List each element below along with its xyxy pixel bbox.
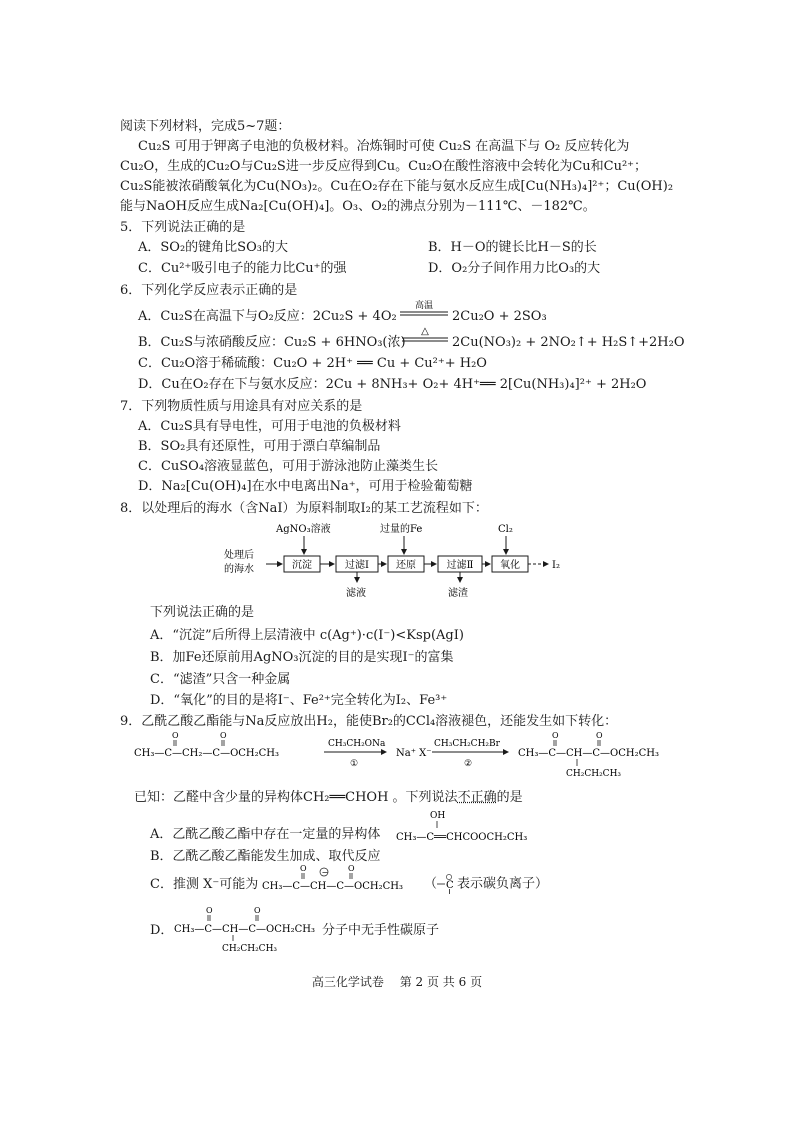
- d-formula: CH₃—C—CH—C—OCH₂CH₃: [174, 924, 316, 935]
- q9-a-oh: OH: [430, 811, 446, 821]
- c-o2: O: [348, 864, 355, 873]
- product-formula: CH₃—C—CH—C—OCH₂CH₃: [518, 748, 660, 759]
- intro-line-4: 能与NaOH反应生成Na₂[Cu(OH)₄]。O₃、O₂的沸点分别为－111℃、－182℃。: [120, 199, 596, 214]
- c-o1: O: [300, 864, 307, 873]
- q6-option-a-left: A．Cu₂S在高温下与O₂反应：2Cu₂S + 4O₂: [138, 309, 397, 324]
- q9-a-formula: CH₃—C══CHCOOCH₂CH₃: [396, 832, 528, 843]
- q6-b-condition: △: [421, 326, 429, 337]
- flow-step1: 沉淀: [292, 560, 312, 571]
- flow-out2: 滤渣: [448, 588, 468, 599]
- q7-option-a: A．Cu₂S具有导电性，可用于电池的负极材料: [138, 419, 401, 434]
- flow-step3: 还原: [396, 560, 416, 571]
- c-note-pre: （: [424, 876, 438, 892]
- product-o1: O: [552, 731, 559, 740]
- reagent2: CH₃CH₂CH₂Br: [434, 739, 500, 749]
- carbanion-symbol-icon: [437, 874, 457, 894]
- intro-line-2: Cu₂O，生成的Cu₂O与Cu₂S进一步反应得到Cu。Cu₂O在酸性溶液中会转化为Cu和Cu²⁺；: [120, 159, 648, 174]
- q9-option-d-text: 分子中无手性碳原子: [322, 923, 440, 938]
- q6-option-d: D．Cu在O₂存在下与氨水反应：2Cu + 8NH₃+ O₂+ 4H⁺══ 2[Cu(NH₃)₄]²⁺ + 2H₂O: [138, 377, 647, 392]
- q8-option-a: A．“沉淀”后所得上层清液中 c(Ag⁺)·c(I⁻)<Ksp(AgI): [150, 628, 464, 643]
- flow-reagent2: 过量的Fe: [380, 524, 423, 535]
- q6-a-condition-arrow: [398, 298, 450, 326]
- q6-option-b-right: 2Cu(NO₃)₂ + 2NO₂↑+ H₂S↑+2H₂O: [452, 335, 685, 350]
- step1-marker: ①: [350, 759, 359, 769]
- q7-option-d: D．Na₂[Cu(OH)₄]在水中电离出Na⁺，可用于检验葡萄糖: [138, 479, 473, 494]
- q9-known: [134, 789, 523, 807]
- q6-option-c: C．Cu₂O溶于稀硫酸：Cu₂O + 2H⁺ ══ Cu + Cu²⁺+ H₂O: [138, 356, 487, 371]
- q6-option-a-right: 2Cu₂O + 2SO₃: [452, 309, 547, 324]
- q8-flow-diagram: [220, 520, 580, 600]
- q9-option-c-note: [424, 874, 548, 894]
- q5-option-a: A．SO₂的键角比SO₃的大: [138, 240, 288, 255]
- q6-stem: 6．下列化学反应表示正确的是: [120, 283, 298, 298]
- q9-known-pre: 已知：乙醛中含少量的异构体CH₂══CHOH 。下列说法: [134, 790, 458, 805]
- q9-option-a-text: A．乙酰乙酸乙酯中存在一定量的异构体: [150, 827, 381, 842]
- q7-option-b: B．SO₂具有还原性，可用于漂白草编制品: [138, 439, 381, 454]
- q8-option-d: D．“氧化”的目的是将I⁻、Fe²⁺完全转化为I₂、Fe³⁺: [150, 693, 448, 708]
- page-footer: 高三化学试卷 第 2 页 共 6 页: [311, 975, 483, 989]
- q9-known-neg: 不正确: [457, 790, 497, 805]
- q9-option-a-structure: [396, 806, 546, 846]
- q8-prompt: 下列说法正确的是: [150, 605, 255, 620]
- reactant-o2: O: [220, 731, 227, 740]
- q9-option-b: B．乙酰乙酸乙酯能发生加成、取代反应: [150, 849, 381, 864]
- q7-option-c: C．CuSO₄溶液显蓝色，可用于游泳池防止藻类生长: [138, 459, 439, 474]
- d-o2: O: [254, 906, 261, 915]
- q8-stem: 8．以处理后的海水（含NaI）为原料制取I₂的某工艺流程如下：: [120, 501, 488, 516]
- q9-option-c-structure: [262, 862, 422, 896]
- flow-step2: 过滤Ⅰ: [345, 560, 369, 571]
- product-substituent: CH₂CH₂CH₃: [566, 769, 622, 779]
- q5-stem: 5．下列说法正确的是: [120, 220, 246, 235]
- flow-product: I₂: [552, 560, 560, 571]
- flow-out1: 滤液: [346, 588, 366, 599]
- intro-heading: 阅读下列材料，完成5~7题：: [120, 119, 291, 134]
- d-o1: O: [206, 906, 213, 915]
- reactant-formula: CH₃—C—CH₂—C—OCH₂CH₃: [134, 748, 280, 759]
- intermediate: Na⁺ X⁻: [396, 748, 432, 759]
- c-carbanion-mark: −: [321, 868, 329, 877]
- reagent1: CH₃CH₂ONa: [328, 739, 386, 749]
- q9-option-c-text: C．推测 X⁻可能为: [150, 877, 259, 892]
- flow-reagent1: AgNO₃溶液: [276, 524, 331, 535]
- q9-known-post: 的是: [496, 790, 523, 805]
- svg-text:C: C: [446, 880, 454, 891]
- flow-source-line2: 的海水: [224, 564, 254, 575]
- q6-option-b-left: B．Cu₂S与浓硝酸反应：Cu₂S + 6HNO₃(浓): [138, 335, 406, 350]
- q5-option-b: B．H－O的键长比H－S的长: [428, 240, 597, 255]
- q9-option-d-structure: [174, 904, 326, 952]
- flow-source-line1: 处理后: [224, 550, 254, 561]
- q6-a-condition: 高温: [414, 301, 434, 311]
- c-formula: CH₃—C—CH—C—OCH₂CH₃: [262, 881, 404, 892]
- q9-stem: 9．乙酰乙酸乙酯能与Na反应放出H₂，能使Br₂的CCl₄溶液褪色，还能发生如下转化：: [120, 714, 618, 729]
- step2-marker: ②: [464, 759, 473, 769]
- q7-stem: 7．下列物质性质与用途具有对应关系的是: [120, 399, 363, 414]
- flow-step5: 氧化: [500, 560, 520, 571]
- c-note-post: 表示碳负离子）: [457, 876, 549, 892]
- q6-b-condition-arrow: [400, 324, 450, 352]
- reactant-o1: O: [172, 731, 179, 740]
- product-o2: O: [596, 731, 603, 740]
- q9-option-d-label: D．: [150, 923, 174, 938]
- intro-line-1: Cu₂S 可用于钾离子电池的负极材料。冶炼铜时可使 Cu₂S 在高温下与 O₂ 反应转化为: [138, 139, 630, 154]
- q5-option-d: D．O₂分子间作用力比O₃的大: [428, 261, 601, 276]
- d-substituent: CH₂CH₂CH₃: [222, 944, 278, 952]
- q9-reaction-scheme: [134, 730, 674, 782]
- flow-step4: 过滤Ⅱ: [446, 560, 474, 571]
- q5-option-c: C．Cu²⁺吸引电子的能力比Cu⁺的强: [138, 261, 347, 276]
- q8-option-b: B．加Fe还原前用AgNO₃沉淀的目的是实现I⁻的富集: [150, 650, 454, 665]
- q8-option-c: C．“滤渣”只含一种金属: [150, 672, 291, 687]
- intro-line-3: Cu₂S能被浓硝酸氧化为Cu(NO₃)₂。Cu在O₂存在下能与氨水反应生成[Cu(NH₃)₄]²⁺；Cu(OH)₂: [120, 179, 674, 194]
- flow-reagent3: Cl₂: [498, 524, 513, 535]
